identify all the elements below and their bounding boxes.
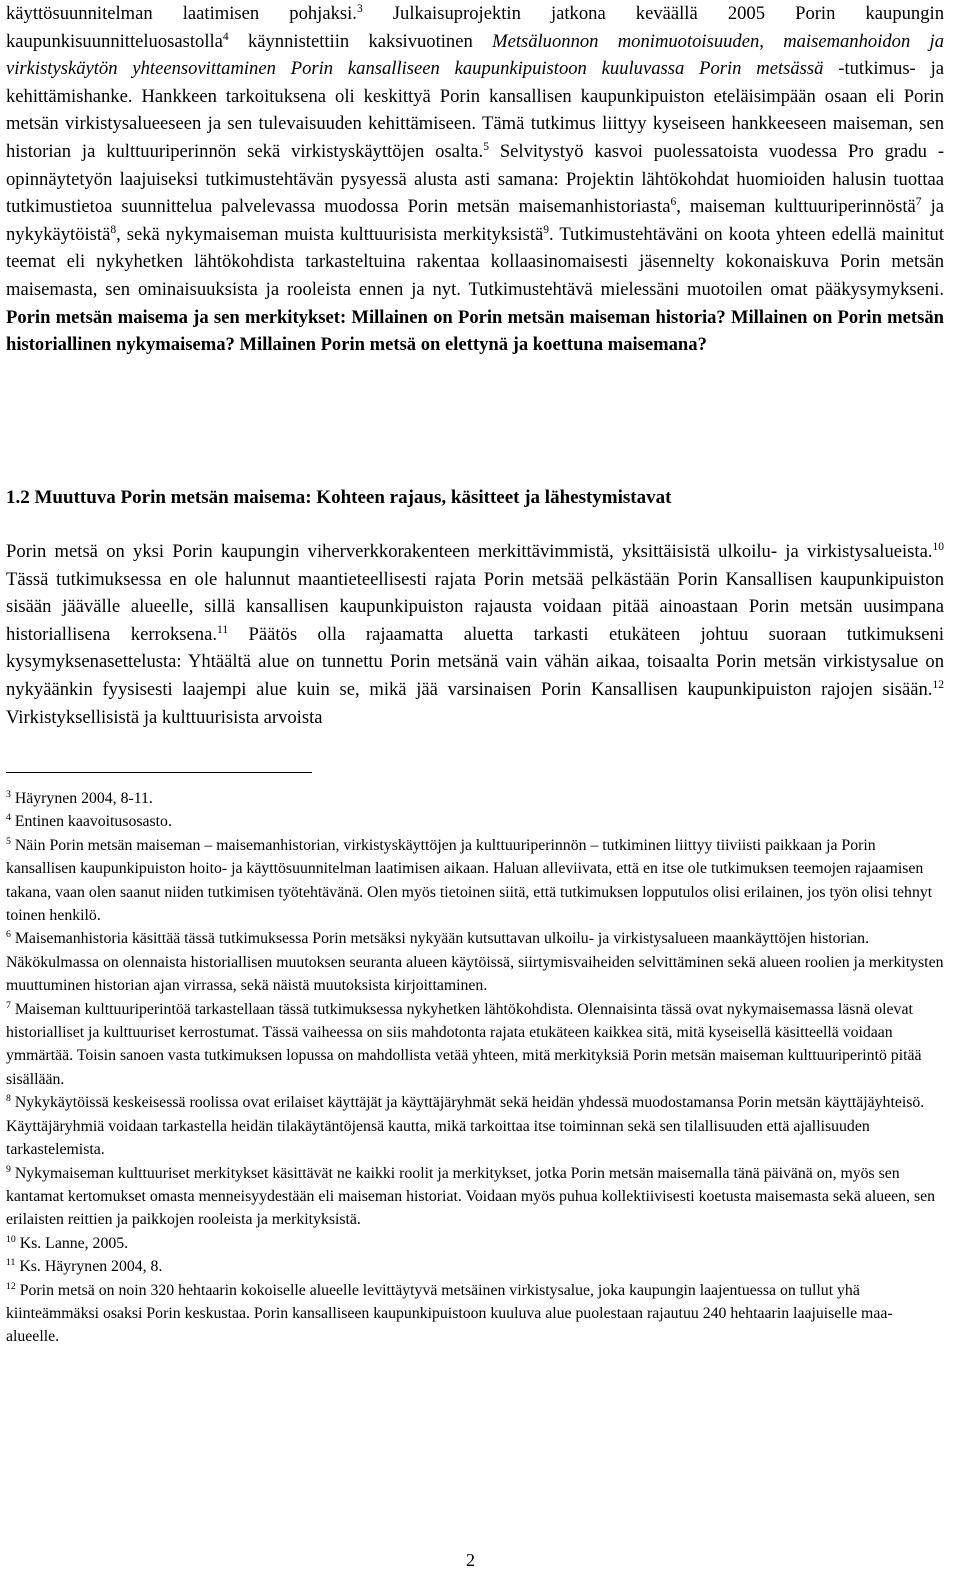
footnote-text: Maiseman kulttuuriperintöä tarkastellaan tässä tutkimuksessa nykyhetken lähtökohdista. Olennaisinta tässä ovat nykymaisemassa läsnä olevat historialliset ja kulttuuriset kerrostumat. Tässä vaiheessa on siis mahdotonta rajata etukäteen kaikkea sitä, mitä kyseisellä käsitteellä voidaan ymmärtää. Toisin sanoen vasta tutkimuksen lopussa on mahdollista vetää yhteen, mitä merkityksiä Porin metsän maiseman kulttuuriperintö pitää sisällään. (6, 1000, 922, 1088)
text-run: Tässä tutkimuksessa en ole halunnut maantieteellisesti rajata Porin metsää pelkästään Porin Kansallisen kaupunkipuiston sisään jäävälle alueelle, sillä kansallisen kaupunkipuiston rajausta voidaan pitää ainoastaan Porin metsän uusimpana historiallisena kerroksena. (6, 568, 944, 645)
footnote-8 (6, 1091, 944, 1161)
project-title-italic: Metsäluonnon monimuotoisuuden, maisemanhoidon ja virkistyskäytön yhteensovittaminen Porin kansalliseen kaupunkipuistoon kuuluvassa Porin metsässä (6, 30, 945, 80)
footnote-number: 12 (6, 1280, 16, 1292)
text-run: Selvitystyö kasvoi puolessatoista vuodessa Pro gradu -opinnäytetyön laajuiseksi tutkimustehtävän pysyessä alusta asti samana: Projektin lähtökohdat huomioiden halusin tuottaa tutkimustietoa suunnittelua palvelevassa muodossa Porin metsän maisemanhistoriasta (6, 140, 945, 218)
section-body (6, 538, 944, 731)
text-run: ja nykykäytöistä (6, 196, 944, 245)
paragraph-scope (6, 538, 944, 731)
footnote-text: Näin Porin metsän maiseman – maisemanhistorian, virkistyskäyttöjen ja kulttuuriperinnön – tutkiminen liittyy tiiviisti paikkaan ja Porin kansallisen kaupunkipuiston hoito- ja käyttösuunnitelman laatimisen aikaan. Haluan alleviivata, että en itse ole tutkimuksen teemojen rajaamisen takana, vaan olen saanut niiden tutkimisen työtehtävänä. Olen myös tietoinen siitä, että tutkimuksen lopputulos olisi erilainen, jos työn olisi tehnyt toinen henkilö. (6, 836, 933, 925)
document-page (6, 0, 945, 1570)
footnote-number: 4 (6, 812, 11, 824)
footnote-6 (6, 927, 944, 997)
footnote-ref-3[interactable]: 3 (356, 2, 363, 15)
footnote-number: 5 (6, 835, 11, 847)
footnote-text: Nykykäytöissä keskeisessä roolissa ovat erilaiset käyttäjät ja käyttäjäryhmät sekä heidän yhdessä muodostamansa Porin metsän käyttäjäyhteisö. Käyttäjäryhmiä voidaan tarkastella heidän tilakäytäntöjensä kautta, mikä tarkoittaa itse toiminnan sekä sen tilallisuuden että ajallisuuden tarkastelemista. (6, 1094, 925, 1159)
footnote-3 (6, 787, 944, 810)
footnote-ref-7[interactable]: 7 (915, 196, 922, 209)
paragraph-research-context (6, 0, 944, 359)
footnote-ref-12[interactable]: 12 (932, 678, 944, 691)
text-run: , maiseman kulttuuriperinnöstä (676, 196, 916, 218)
footnote-separator (6, 772, 312, 773)
footnote-text: Porin metsä on noin 320 hehtaarin kokoiselle alueelle levittäytyvä metsäinen virkistysalue, joka kaupungin laajentuessa on tullut yhä kiinteämmäksi osaksi Porin keskustaa. Porin kansalliseen kaupunkipuistoon kuuluva alue puolestaan rajautuu 240 hehtaarin laajuiselle maa-alueelle. (6, 1281, 893, 1346)
footnote-ref-10[interactable]: 10 (932, 540, 944, 553)
footnote-number: 6 (6, 929, 11, 941)
footnote-10 (6, 1232, 944, 1255)
footnote-ref-11[interactable]: 11 (216, 623, 229, 636)
footnote-ref-8[interactable]: 8 (110, 223, 117, 236)
footnote-ref-5[interactable]: 5 (483, 140, 489, 153)
footnote-ref-6[interactable]: 6 (670, 196, 677, 209)
text-run: -tutkimus- ja kehittämishanke. Hankkeen tarkoituksena oli keskittyä Porin kansallisen kaupunkipuiston eteläisimpään osaan eli Porin metsän virkistysalueeseen ja sen tulevaisuuden kehittämiseen. Tämä tutkimus liittyy kyseiseen hankkeeseen maiseman, sen historian ja kulttuuriperinnön sekä virkistyskäyttöjen osalta. (6, 58, 944, 162)
footnote-text: Ks. Lanne, 2005. (15, 1234, 129, 1252)
footnote-text: Entinen kaavoitusosasto. (10, 813, 172, 831)
footnote-number: 9 (6, 1163, 11, 1175)
footnote-number: 8 (6, 1093, 11, 1105)
footnote-number: 10 (6, 1233, 16, 1245)
footnote-ref-9[interactable]: 9 (543, 223, 550, 236)
text-run: Julkaisuprojektin jatkona keväällä 2005 Porin kaupungin kaupunkisuunnitteluosastolla (6, 3, 944, 52)
section-heading: 1.2 Muuttuva Porin metsän maisema: Kohteen rajaus, käsitteet ja lähestymistavat (6, 487, 672, 508)
footnote-11 (6, 1255, 944, 1278)
footnote-number: 11 (6, 1257, 16, 1269)
footnote-9 (6, 1162, 944, 1232)
text-run: käyttösuunnitelman laatimisen pohjaksi. (6, 3, 357, 24)
footnote-number: 7 (6, 999, 11, 1011)
footnote-text: Nykymaiseman kulttuuriset merkitykset käsittävät ne kaikki roolit ja merkitykset, jotka Porin metsän maisemalla tänä päivänä on, myös sen kantamat kertomukset omasta menneisyydestään eli maiseman historiat. Voidaan myös puhua kollektiivisesti koetusta maisemasta sekä alueen, sen erilaisten reittien ja paikkojen rooleista ja merkityksistä. (6, 1164, 936, 1229)
footnotes (6, 787, 944, 1349)
footnote-ref-4[interactable]: 4 (222, 30, 229, 43)
footnote-7 (6, 998, 944, 1092)
footnote-5 (6, 834, 944, 928)
page-number: 2 (466, 1550, 475, 1570)
text-run: , sekä nykymaiseman muista kulttuurisista merkityksistä (116, 223, 544, 245)
text-run: . Tutkimustehtäväni on koota yhteen edellä mainitut teemat eli nykyhetken lähtökohdista tarkasteltuina rakentaa kollaasinomaisesti jäsennelty kokonaiskuva Porin metsän maisemasta, sen ominaisuuksista ja rooleista ennen ja nyt. Tutkimustehtävä mielessäni muotoilen omat pääkysymykseni. (6, 223, 944, 300)
text-run: Päätös olla rajaamatta aluetta tarkasti etukäteen johtuu suoraan tutkimukseni kysymyksenasettelusta: Yhtäältä alue on tunnettu Porin metsänä vain vähän aikaa, toisaalta Porin metsän virkistysalue on nykyäänkin fyysisesti laajempi alue kuin se, mikä jää varsinaisen Porin Kansallisen kaupunkipuiston rajojen sisään. (6, 623, 944, 700)
footnote-4 (6, 810, 944, 833)
footnote-text: Ks. Häyrynen 2004, 8. (15, 1258, 163, 1276)
footnote-text: Häyrynen 2004, 8-11. (10, 790, 153, 807)
text-run: käynnistettiin kaksivuotinen (228, 30, 493, 52)
research-questions-bold: Porin metsän maisema ja sen merkitykset: Millainen on Porin metsän maiseman historia? Millainen on Porin metsän historiallinen nykymaisema? Millainen Porin metsä on elettynä ja koettuna maisemana? (6, 306, 944, 356)
footnote-number: 3 (6, 788, 11, 800)
footnote-text: Maisemanhistoria käsittää tässä tutkimuksessa Porin metsäksi nykyään kutsuttavan ulkoilu- ja virkistysalueen maankäyttöjen historian. Näkökulmassa on olennaista historiallisen muutoksen seuranta alueen käytöissä, siirtymisvaiheiden selvittäminen sekä alueen roolien ja merkitysten muuttuminen historian ajan virrassa, sekä näistä muutoksista kirjoittaminen. (6, 930, 944, 995)
footnote-12 (6, 1279, 944, 1349)
text-run: Porin metsä on yksi Porin kaupungin viherverkkorakenteen merkittävimmistä, yksittäisistä ulkoilu- ja virkistysalueista. (6, 541, 933, 562)
text-run: Virkistyksellisistä ja kulttuurisista arvoista (6, 706, 323, 728)
